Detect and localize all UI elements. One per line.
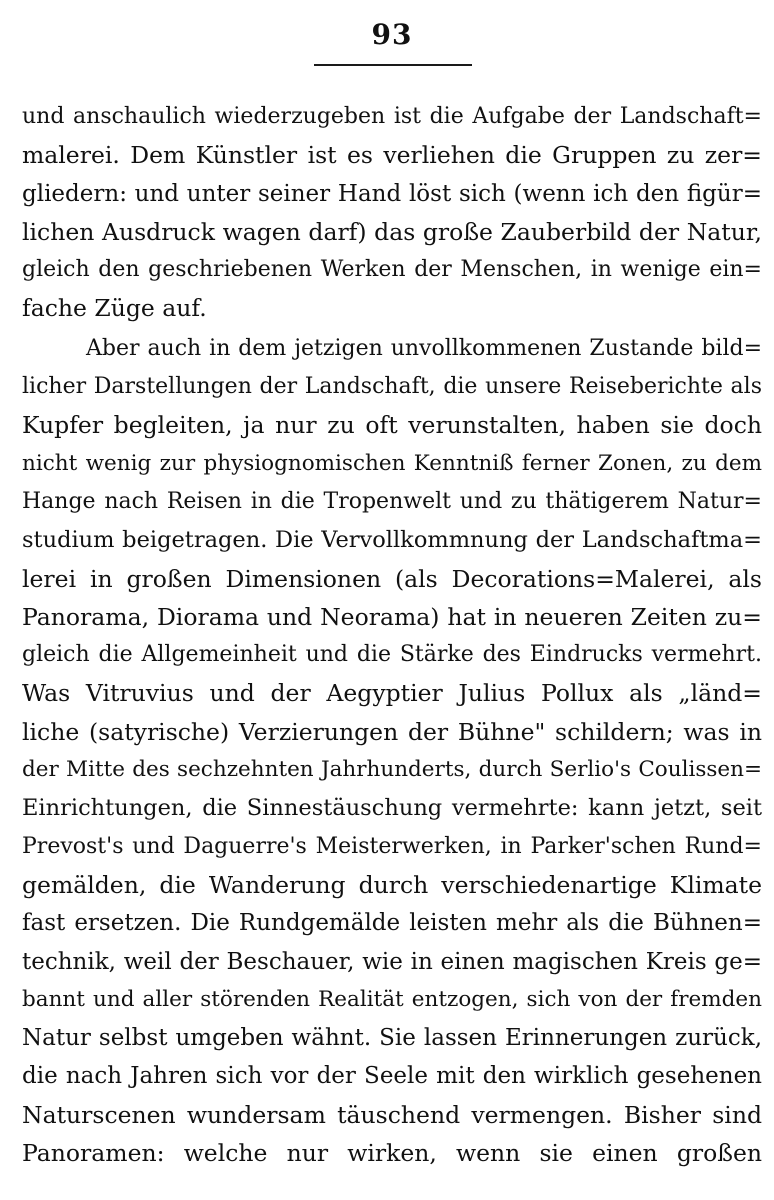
text-line: gemälden, die Wanderung durch verschiedenartige Klimate	[22, 870, 762, 899]
page-number: 93	[371, 18, 413, 51]
text-line: Naturscenen wundersam täuschend vermengen. Bisher sind	[22, 1100, 762, 1129]
text-line: liche (satyrische) Verzierungen der Bühne" schildern; was in	[22, 717, 762, 746]
text-line: Was Vitruvius und der Aegyptier Julius Pollux als „länd=	[22, 679, 762, 708]
text-line: technik, weil der Beschauer, wie in einen magischen Kreis ge=	[22, 948, 762, 975]
text-line: malerei. Dem Künstler ist es verliehen die Gruppen zu zer=	[22, 141, 762, 170]
paragraph-2	[22, 330, 762, 1173]
body-text	[22, 98, 762, 1172]
text-line: fache Züge auf.	[22, 294, 207, 323]
text-line: gleich den geschriebenen Werken der Menschen, in wenige ein=	[22, 257, 762, 283]
text-line: Panorama, Diorama und Neorama) hat in neueren Zeiten zu=	[22, 602, 762, 631]
text-line: bannt und aller störenden Realität entzogen, sich von der fremden	[22, 986, 762, 1012]
text-line: lerei in großen Dimensionen (als Decorations=Malerei, als	[22, 564, 762, 593]
text-line: Panoramen: welche nur wirken, wenn sie einen großen	[22, 1139, 762, 1168]
text-line: gleich die Allgemeinheit und die Stärke des Eindrucks vermehrt.	[22, 642, 762, 668]
text-line: nicht wenig zur physiognomischen Kenntniß ferner Zonen, zu dem	[22, 450, 762, 476]
text-line: fast ersetzen. Die Rundgemälde leisten mehr als die Bühnen=	[22, 910, 762, 937]
paragraph-1	[22, 98, 762, 328]
text-line: Kupfer begleiten, ja nur zu oft verunstalten, haben sie doch	[22, 411, 762, 440]
text-line: gliedern: und unter seiner Hand löst sich (wenn ich den figür=	[22, 180, 762, 207]
text-line: studium beigetragen. Die Vervollkommnung der Landschaftma=	[22, 527, 762, 554]
text-line: Aber auch in dem jetzigen unvollkommenen Zustande bild=	[86, 335, 762, 361]
text-line: Prevost's und Daguerre's Meisterwerken, in Parker'schen Rund=	[22, 833, 762, 859]
text-line: der Mitte des sechzehnten Jahrhunderts, durch Serlio's Coulissen=	[22, 757, 762, 783]
text-line: lichen Ausdruck wagen darf) das große Zauberbild der Natur,	[22, 217, 762, 246]
text-line: und anschaulich wiederzugeben ist die Aufgabe der Landschaft=	[22, 104, 762, 129]
text-line: licher Darstellungen der Landschaft, die unsere Reiseberichte als	[22, 374, 762, 400]
header-rule	[314, 64, 472, 66]
text-line: die nach Jahren sich vor der Seele mit den wirklich gesehenen	[22, 1063, 762, 1090]
text-line: Hange nach Reisen in die Tropenwelt und zu thätigerem Natur=	[22, 488, 762, 514]
text-line: Einrichtungen, die Sinnestäuschung vermehrte: kann jetzt, seit	[22, 795, 762, 822]
text-line: Natur selbst umgeben wähnt. Sie lassen Erinnerungen zurück,	[22, 1025, 762, 1052]
